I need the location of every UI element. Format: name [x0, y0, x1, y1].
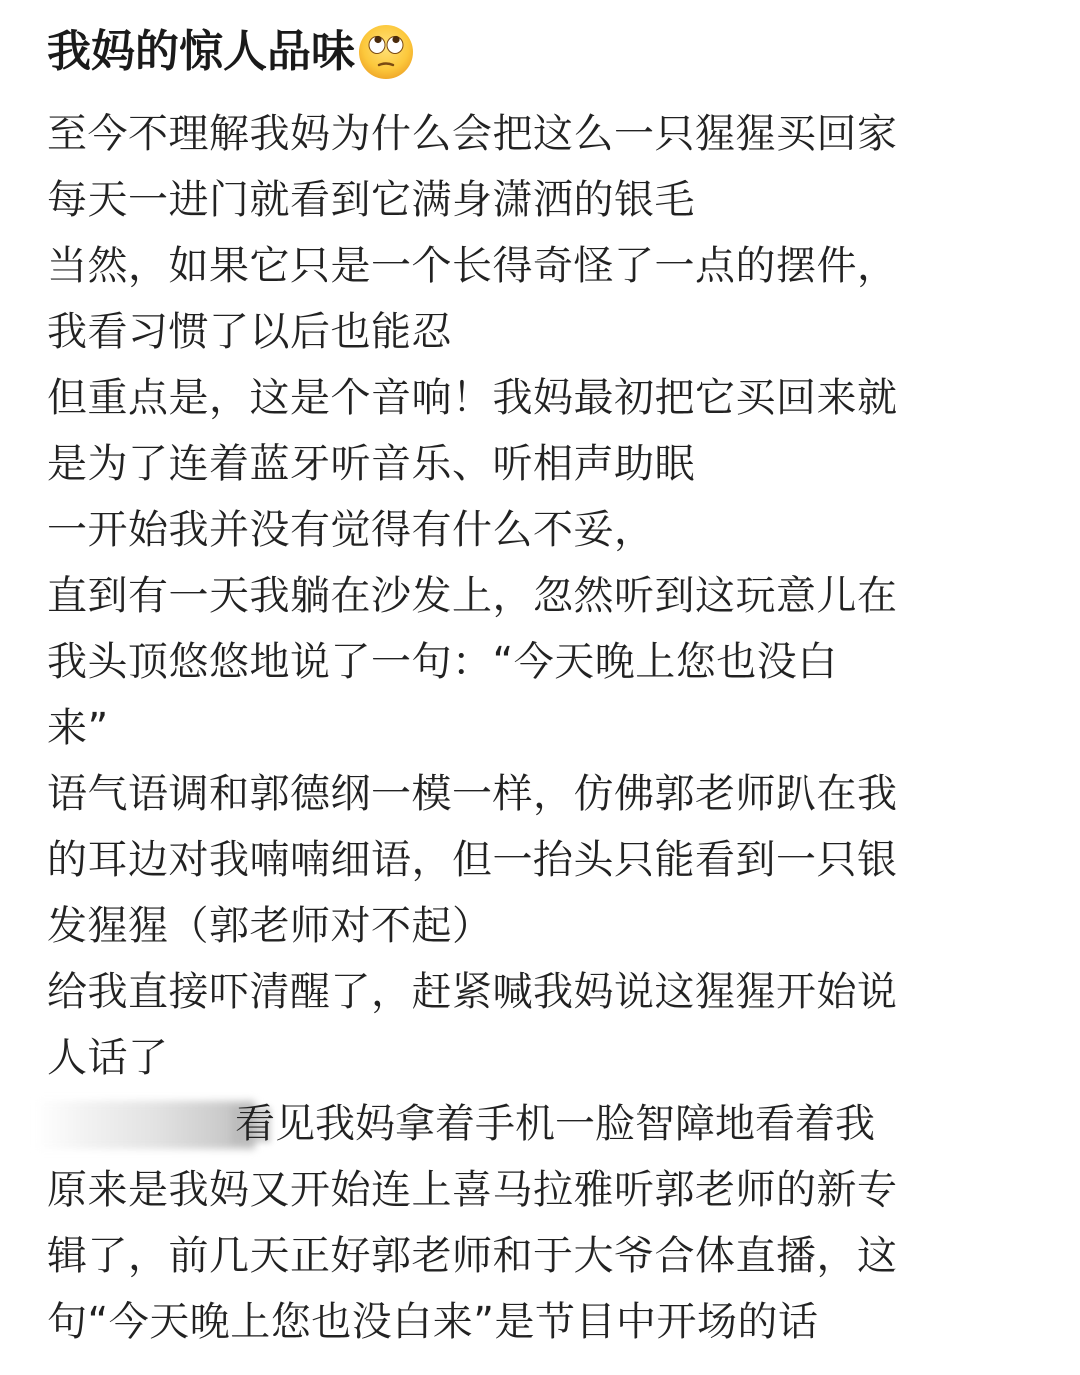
- blurred-text-line: [47, 1091, 1047, 1157]
- text-line-visible-part: 看见我妈拿着手机一脸智障地看着我: [235, 1101, 875, 1147]
- text-line: 我头顶悠悠地说了一句：“今天晚上您也没白: [47, 639, 838, 685]
- text-line: 我看习惯了以后也能忍: [47, 309, 452, 355]
- text-line: 来”: [47, 705, 109, 751]
- post-body: [47, 101, 1047, 1355]
- text-line: 句“今天晚上您也没白来”是节目中开场的话: [47, 1299, 819, 1345]
- eye-roll-emoji-icon: [357, 23, 415, 81]
- text-line: 但重点是，这是个音响！我妈最初把它买回来就: [47, 375, 898, 421]
- text-line: 辑了，前几天正好郭老师和于大爷合体直播，这: [47, 1233, 898, 1279]
- blur-mask: [35, 1101, 255, 1149]
- text-line: 发猩猩（郭老师对不起）: [47, 903, 493, 949]
- text-line: 人话了: [47, 1035, 169, 1081]
- text-line: 至今不理解我妈为什么会把这么一只猩猩买回家: [47, 111, 898, 157]
- text-line: 是为了连着蓝牙听音乐、听相声助眠: [47, 441, 695, 487]
- text-line: 每天一进门就看到它满身潇洒的银毛: [47, 177, 695, 223]
- post-title-row: [47, 20, 415, 84]
- cropped-text-line: [47, 1352, 747, 1375]
- text-line: 原来是我妈又开始连上喜马拉雅听郭老师的新专: [47, 1167, 898, 1213]
- text-line: 一开始我并没有觉得有什么不妥，: [47, 507, 655, 553]
- post-title: 我妈的惊人品味: [47, 26, 355, 77]
- text-line: 语气语调和郭德纲一模一样，仿佛郭老师趴在我: [47, 771, 898, 817]
- text-line: 的耳边对我喃喃细语，但一抬头只能看到一只银: [47, 837, 898, 883]
- text-line: 给我直接吓清醒了，赶紧喊我妈说这猩猩开始说: [47, 969, 898, 1015]
- text-line: 直到有一天我躺在沙发上，忽然听到这玩意儿在: [47, 573, 898, 619]
- text-line: 当然，如果它只是一个长得奇怪了一点的摆件，: [47, 243, 898, 289]
